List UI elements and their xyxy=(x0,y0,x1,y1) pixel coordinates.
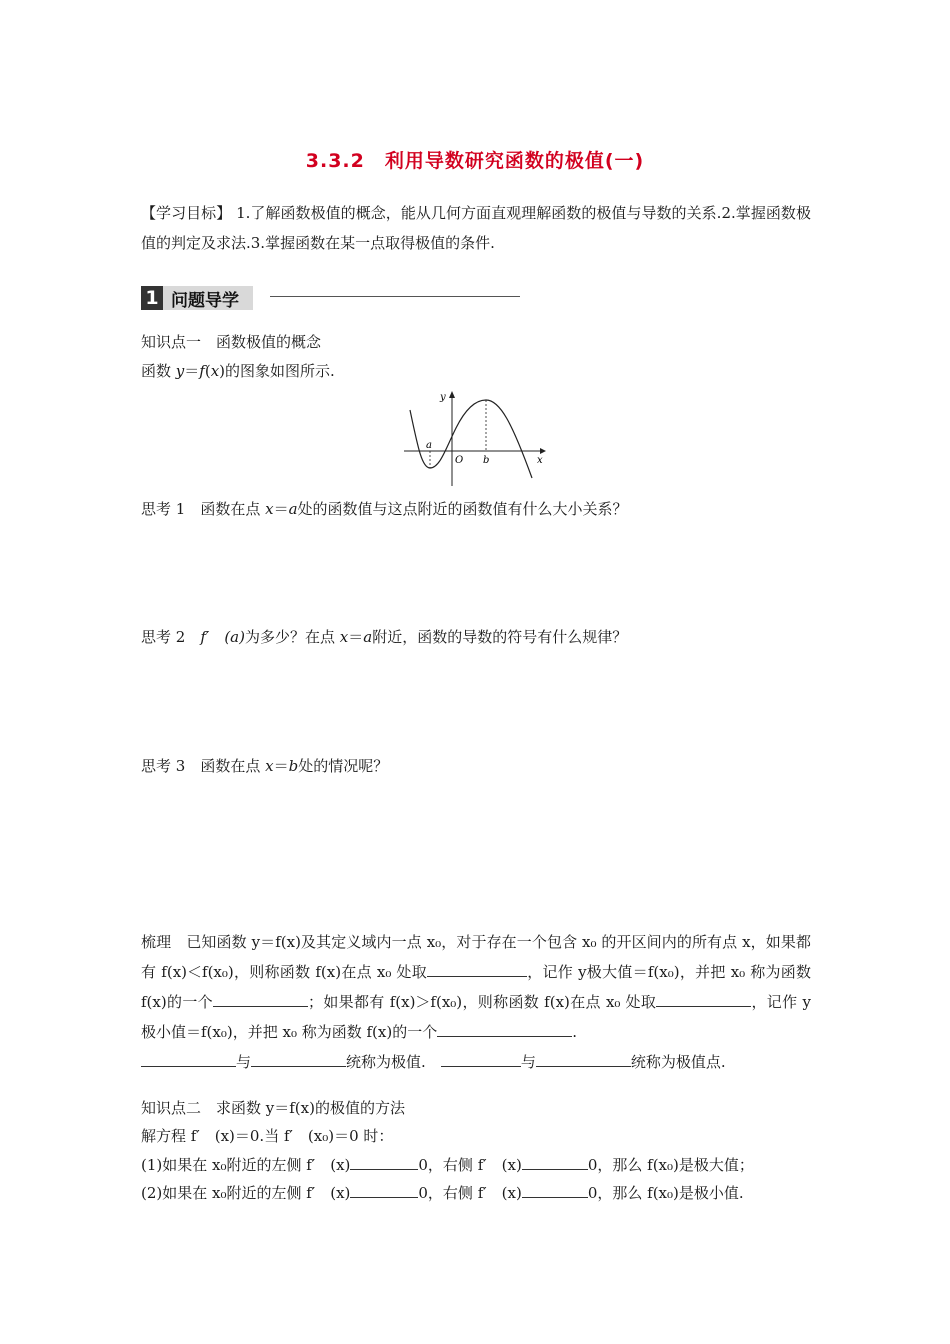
page-title: 3.3.2 利用导数研究函数的极值(一) xyxy=(305,150,645,172)
kp1-intro-rest: )的图象如图所示. xyxy=(219,362,335,380)
think-1-text-a: 函数在点 xyxy=(200,500,266,518)
function-graph xyxy=(400,388,550,488)
think-1-label: 思考 1 xyxy=(141,500,186,518)
section-number: 1 xyxy=(141,286,163,310)
think-3-text-a: 函数在点 xyxy=(200,757,266,775)
summary-paragraph xyxy=(141,927,811,1077)
think-3-eq: ＝ xyxy=(273,757,289,775)
y-label: y xyxy=(440,392,446,403)
think-3-label: 思考 3 xyxy=(141,757,186,775)
kp1-intro-eq: ＝ xyxy=(184,362,200,380)
var-x: x xyxy=(265,757,274,775)
kp2-item-2-b: 0，右侧 f′ (x) xyxy=(418,1184,522,1202)
section-rule xyxy=(270,296,520,297)
kp2-item-2-a: (2)如果在 x₀附近的左侧 f′ (x) xyxy=(141,1184,351,1202)
blank-min[interactable] xyxy=(656,990,751,1007)
blank-right-sign-min[interactable] xyxy=(522,1181,588,1198)
think-1-text-c: 处的函数值与这点附近的函数值有什么大小关系？ xyxy=(297,500,628,518)
blank-right-sign-max[interactable] xyxy=(522,1153,588,1170)
kp2-item-1 xyxy=(141,1153,754,1175)
think-1 xyxy=(141,498,628,519)
think-3 xyxy=(141,755,388,776)
var-a: a xyxy=(288,500,298,518)
blank-max-point[interactable] xyxy=(213,990,308,1007)
think-2-text-a: 为多少？在点 xyxy=(244,628,340,646)
summary-p3: ；如果都有 f(x)＞f(x₀)，则称函数 f(x)在点 x₀ 处取 xyxy=(308,993,657,1011)
var-a-arg: (a) xyxy=(224,628,245,646)
think-2-eq: ＝ xyxy=(348,628,364,646)
var-f: f xyxy=(199,362,205,380)
kp2-item-2-c: 0，那么 f(x₀)是极小值. xyxy=(587,1184,744,1202)
var-f-prime: f′ xyxy=(200,628,210,646)
var-x: x xyxy=(339,628,349,646)
kp1-intro-paren: ( xyxy=(204,362,211,380)
summary-p9: 统称为极值点. xyxy=(630,1053,726,1071)
think-2-label: 思考 2 xyxy=(141,628,186,646)
section-label: 问题导学 xyxy=(163,286,253,310)
var-x: x xyxy=(265,500,274,518)
summary-p7: 统称为极值. xyxy=(346,1053,426,1071)
blank-left-sign-max[interactable] xyxy=(350,1153,418,1170)
curve xyxy=(410,400,532,478)
blank-min-value[interactable] xyxy=(251,1050,346,1067)
kp2-item-1-c: 0，那么 f(x₀)是极大值； xyxy=(587,1156,754,1174)
think-1-eq: ＝ xyxy=(273,500,289,518)
blank-max-point-2[interactable] xyxy=(441,1050,521,1067)
origin-label: O xyxy=(455,455,464,466)
var-b: b xyxy=(288,757,299,775)
summary-p5: . xyxy=(572,1023,578,1041)
var-a: a xyxy=(363,628,373,646)
x-axis-arrow xyxy=(540,448,546,454)
blank-min-point[interactable] xyxy=(437,1020,572,1037)
summary-p1: 已知函数 y＝f(x)及其定义域内一点 x₀，对于存在一个包含 x₀ 的开区间内的所有点 x，如果都有 f(x)＜f(x₀)，则称函数 f(x)在点 x₀ 处取 xyxy=(141,933,811,981)
section-header xyxy=(141,285,253,311)
think-2 xyxy=(141,626,627,647)
summary-p8: 与 xyxy=(520,1053,536,1071)
kp2-item-2 xyxy=(141,1181,744,1203)
summary-label: 梳理 xyxy=(141,933,172,951)
b-label: b xyxy=(483,455,490,466)
learning-goals xyxy=(141,198,811,258)
summary-p4: ，记作 y极小值＝f(x₀)，并把 x₀ 称为函数 f(x)的一个 xyxy=(141,993,812,1041)
kp1-intro-text: 函数 xyxy=(141,362,176,380)
kp2-item-1-a: (1)如果在 x₀附近的左侧 f′ (x) xyxy=(141,1156,351,1174)
summary-p2: ，记作 y极大值＝f(x₀)，并把 x₀ 称为函数 f(x)的一个 xyxy=(141,963,811,1011)
kp2-item-1-b: 0，右侧 f′ (x) xyxy=(418,1156,522,1174)
y-axis-arrow xyxy=(449,391,455,398)
blank-max[interactable] xyxy=(427,960,527,977)
a-label: a xyxy=(426,440,432,451)
kp2-line1: 解方程 f′ (x)＝0.当 f′ (x₀)＝0 时： xyxy=(141,1127,394,1145)
think-2-text-b: 附近，函数的导数的符号有什么规律？ xyxy=(372,628,628,646)
blank-max-value[interactable] xyxy=(141,1050,236,1067)
blank-min-point-2[interactable] xyxy=(536,1050,631,1067)
learning-goals-label: 【学习目标】 xyxy=(141,204,232,222)
learning-goals-text: 1.了解函数极值的概念，能从几何方面直观理解函数的极值与导数的关系.2.掌握函数极值的判定及求法.3.掌握函数在某一点取得极值的条件. xyxy=(141,204,811,252)
blank-left-sign-min[interactable] xyxy=(350,1181,418,1198)
x-label: x xyxy=(537,455,543,466)
kp1-heading: 知识点一 函数极值的概念 xyxy=(141,333,322,351)
var-x: x xyxy=(210,362,220,380)
var-y: y xyxy=(175,362,185,380)
kp2-heading: 知识点二 求函数 y＝f(x)的极值的方法 xyxy=(141,1099,405,1117)
summary-p6: 与 xyxy=(236,1053,252,1071)
think-3-text-b: 处的情况呢？ xyxy=(298,757,389,775)
kp1-intro xyxy=(141,360,335,381)
